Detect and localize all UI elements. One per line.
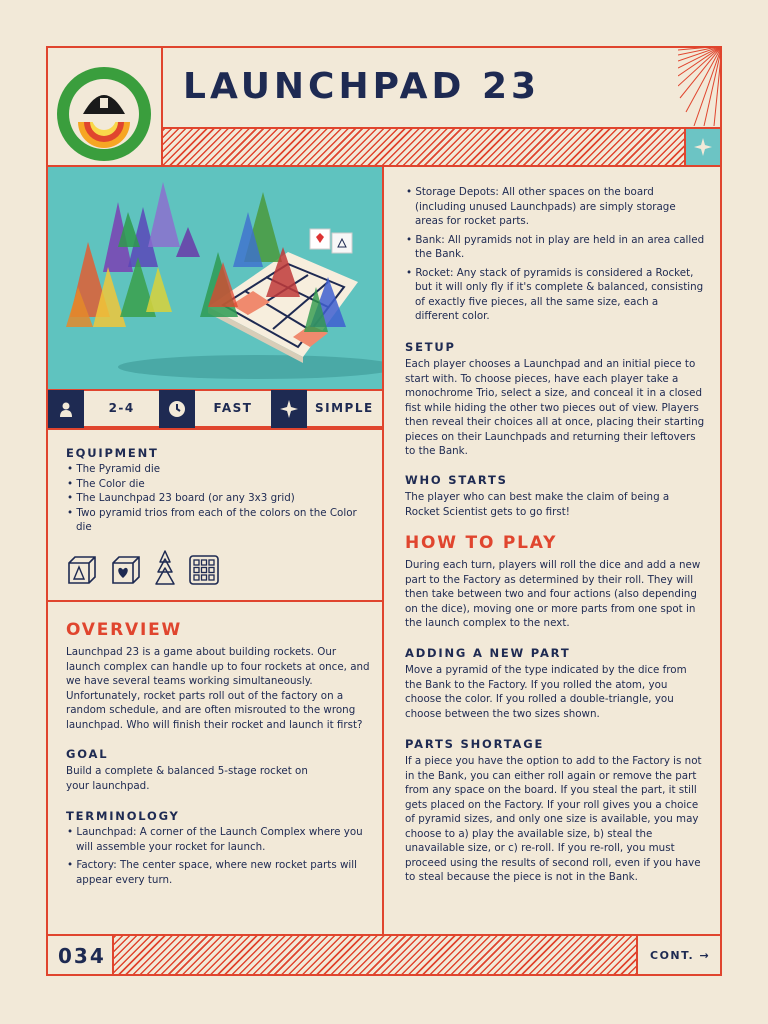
pyramid-die-icon [66, 554, 98, 586]
list-item: • Rocket: Any stack of pyramids is considered a Rocket, but it will only fly if it's complete & balanced, consisting of exactly five pieces, all the same size, each a different color. [405, 266, 705, 324]
game-logo [56, 66, 152, 162]
equipment-rule [46, 600, 384, 602]
who-starts-heading: WHO STARTS [405, 473, 508, 487]
grid-board-icon [188, 554, 220, 586]
diamond-icon [271, 390, 307, 428]
how-to-play-heading: HOW TO PLAY [405, 533, 558, 553]
parts-shortage-heading: PARTS SHORTAGE [405, 737, 545, 751]
adding-part-body: Move a pyramid of the type indicated by the dice from the Bank to the Factory. If you rolled the atom, you choose the color. If you rolled a double-triangle, you choose between the two sizes shown. [405, 664, 687, 720]
teal-sparkle-box [686, 129, 720, 165]
list-item: • The Color die [66, 477, 366, 492]
equipment-icons [66, 550, 220, 586]
goal-body: Build a complete & balanced 5-stage rocket on your launchpad. [66, 765, 308, 792]
game-photo [48, 167, 382, 389]
person-icon [48, 390, 84, 428]
list-item: • The Launchpad 23 board (or any 3x3 grid) [66, 491, 366, 506]
how-to-play-body: During each turn, players will roll the dice and add a new part to the Factory as determined by their roll. They will then take between two and four actions (also depending on the dice), moving one or more parts from one spot in the launch complex to the next. [405, 559, 701, 629]
players-label: 2-4 [84, 390, 159, 428]
who-starts-body: The player who can best make the claim of being a Rocket Scientist gets to go first! [405, 491, 670, 518]
adding-part-heading: ADDING A NEW PART [405, 646, 571, 660]
setup-body: Each player chooses a Launchpad and an initial piece to start with. To choose pieces, have each player take a monochrome Trio, select a size, and conceal it in a closed fist while hiding the other two pieces out of view. Players then reveal their choices all at once, placing their starting pieces on their Launchpads and returning their leftovers to the Bank. [405, 358, 705, 457]
terminology-heading: TERMINOLOGY [66, 809, 180, 823]
setup-heading: SETUP [405, 340, 456, 354]
page-title: LAUNCHPAD 23 [183, 66, 541, 107]
overview-heading: OVERVIEW [66, 620, 183, 640]
goal-heading: GOAL [66, 747, 109, 761]
page-number: 034 [58, 944, 106, 968]
duration-label: FAST [195, 390, 270, 428]
equipment-heading: EQUIPMENT [66, 446, 159, 460]
header-hatch-band [163, 129, 684, 165]
footer-divider-right [636, 934, 638, 976]
list-item: • Bank: All pyramids not in play are held in an area called the Bank. [405, 233, 705, 262]
terminology-list [66, 825, 372, 891]
list-item: • Launchpad: A corner of the Launch Complex where you will assemble your rocket for launch. [66, 825, 372, 854]
continue-link[interactable]: CONT. → [650, 949, 711, 962]
stats-rule [46, 428, 384, 430]
pyramid-stack-icon [154, 550, 176, 586]
game-stats-bar [48, 390, 382, 428]
list-item: • The Pyramid die [66, 462, 366, 477]
footer-hatch-band [114, 936, 636, 976]
color-die-icon [110, 554, 142, 586]
corner-sunburst [678, 46, 722, 126]
parts-shortage-body: If a piece you have the option to add to the Factory is not in the Bank, you can either roll again or remove the part from any space on the board. If you steal the part, it still gets placed on the Factory. If your roll gives you a choice of pyramid sizes, and only one size is available, you may choose to a) play the available size, b) steal the unavailable size, or c) re-roll. If you re-roll, you must proceed using the results of second roll, even if you have to steal because the piece is not in the Bank. [405, 755, 702, 883]
clock-icon [159, 390, 195, 428]
sparkle-icon [694, 138, 712, 156]
list-item: • Two pyramid trios from each of the colors on the Color die [66, 506, 366, 535]
complexity-label: SIMPLE [307, 390, 382, 428]
terminology-list-continued [405, 185, 705, 328]
overview-body: Launchpad 23 is a game about building rockets. Our launch complex can handle up to four rockets at once, and we have several teams working simultaneously. Unfortunately, rocket parts roll out of the factory on a random schedule, and are often misrouted to the wrong launchpad. Who will finish their rocket and launch it first? [66, 646, 370, 731]
column-divider [382, 167, 384, 934]
list-item: • Factory: The center space, where new rocket parts will appear every turn. [66, 858, 372, 887]
equipment-list [66, 462, 366, 535]
list-item: • Storage Depots: All other spaces on the board (including unused Launchpads) are simply storage areas for rocket parts. [405, 185, 705, 229]
